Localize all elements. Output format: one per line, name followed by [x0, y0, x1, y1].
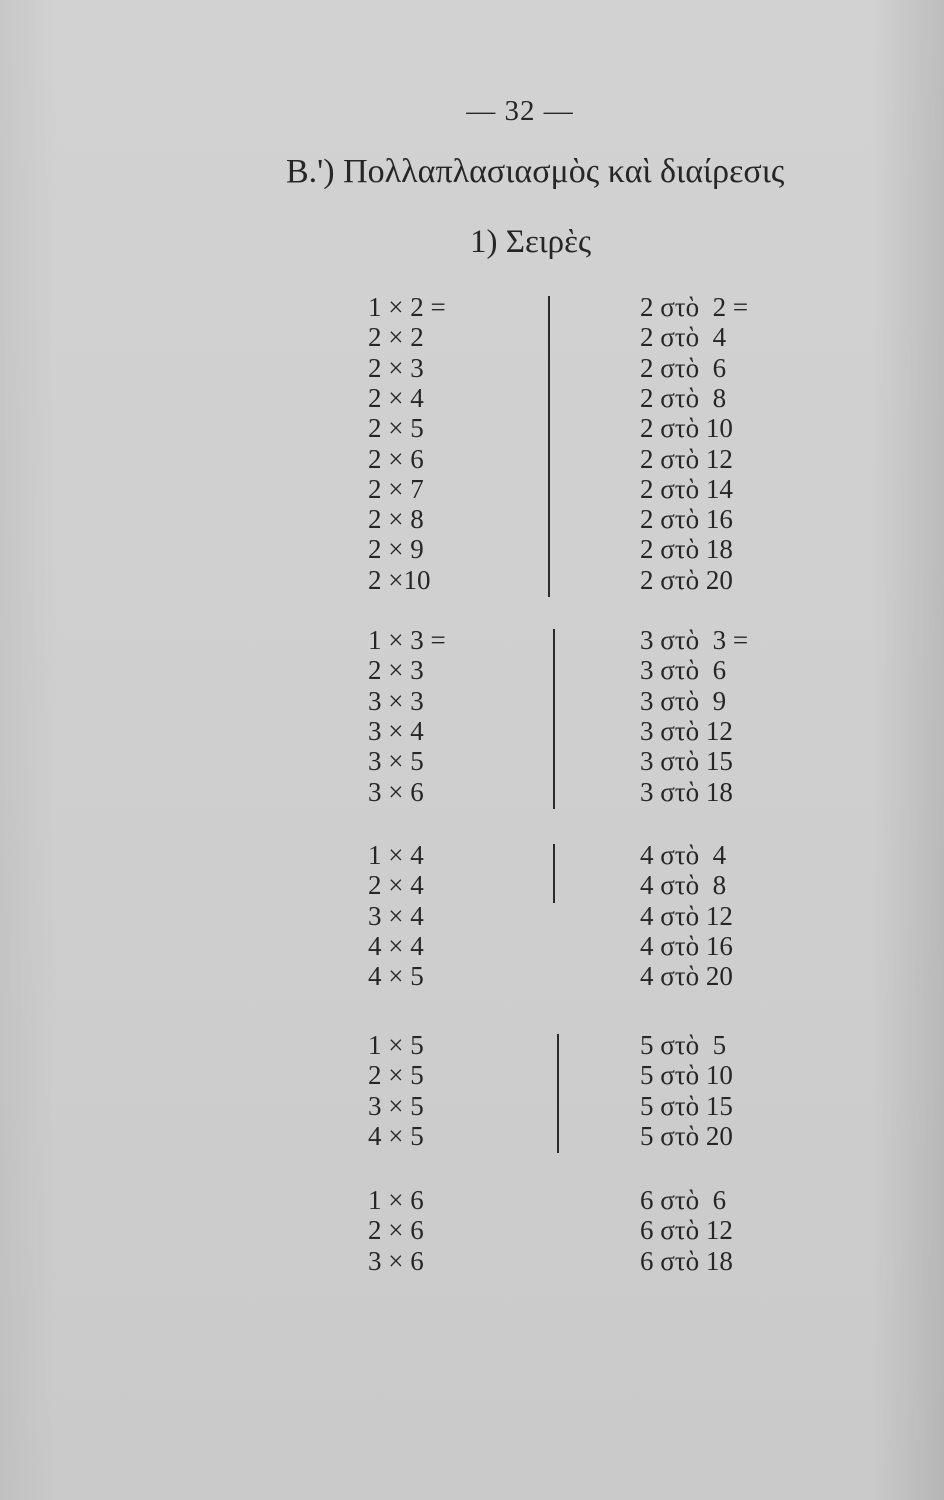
multiplication-entry: 1 × 4	[368, 840, 424, 870]
column-divider	[553, 844, 555, 903]
section-heading: Β.') Πολλαπλασιασμὸς καὶ διαίρεσις	[286, 153, 785, 190]
division-entry: 6 στὸ 6	[640, 1185, 727, 1215]
multiplication-entry: 3 × 4	[368, 900, 424, 931]
column-divider	[548, 296, 550, 597]
multiplication-entry: 2 × 4	[368, 870, 424, 901]
division-entry: 2 στὸ 8	[640, 382, 727, 413]
multiplication-entry: 2 × 2	[368, 322, 424, 353]
division-entry: 6 στὸ 18	[640, 1245, 733, 1276]
division-entry: 3 στὸ 3 =	[640, 625, 749, 655]
multiplication-entry: 1 × 3 =	[368, 625, 446, 655]
division-entry: 2 στὸ 2 =	[640, 292, 749, 322]
division-entry: 5 στὸ 10	[640, 1060, 733, 1091]
division-entry: 4 στὸ 12	[640, 900, 733, 931]
division-entry: 4 στὸ 4	[640, 840, 727, 870]
division-entry: 2 στὸ 12	[640, 443, 733, 474]
division-entry: 3 στὸ 12	[640, 715, 733, 746]
multiplication-entry: 2 × 8	[368, 504, 424, 535]
division-entry: 2 στὸ 6	[640, 352, 727, 383]
multiplication-entry: 2 × 7	[368, 473, 424, 504]
division-entry: 2 στὸ 4	[640, 322, 727, 353]
multiplication-entry: 2 × 5	[368, 1060, 424, 1091]
multiplication-entry: 3 × 4	[368, 715, 424, 746]
multiplication-entry: 1 × 6	[368, 1185, 424, 1215]
division-entry: 5 στὸ 15	[640, 1090, 733, 1121]
multiplication-entry: 2 × 3	[368, 655, 424, 686]
multiplication-entry: 1 × 5	[368, 1030, 424, 1060]
column-divider	[557, 1034, 559, 1153]
division-entry: 2 στὸ 18	[640, 534, 733, 565]
multiplication-entry: 2 × 6	[368, 1215, 424, 1246]
division-entry: 5 στὸ 5	[640, 1030, 727, 1060]
division-entry: 3 στὸ 15	[640, 746, 733, 777]
division-entry: 3 στὸ 9	[640, 685, 727, 716]
multiplication-entry: 2 × 6	[368, 443, 424, 474]
division-entry: 3 στὸ 6	[640, 655, 727, 686]
multiplication-entry: 4 × 5	[368, 1120, 424, 1151]
multiplication-entry: 3 × 6	[368, 1245, 424, 1276]
division-entry: 5 στὸ 20	[640, 1120, 733, 1151]
division-entry: 4 στὸ 8	[640, 870, 727, 901]
multiplication-entry: 4 × 4	[368, 930, 424, 961]
division-entry: 2 στὸ 10	[640, 413, 733, 444]
multiplication-entry: 2 × 3	[368, 352, 424, 383]
multiplication-entry: 3 × 5	[368, 1090, 424, 1121]
multiplication-entry: 3 × 6	[368, 776, 424, 807]
division-entry: 4 στὸ 20	[640, 961, 733, 992]
multiplication-entry: 2 × 4	[368, 382, 424, 413]
column-divider	[553, 629, 555, 809]
division-entry: 4 στὸ 16	[640, 930, 733, 961]
subsection-heading: 1) Σειρὲς	[470, 224, 592, 260]
division-entry: 3 στὸ 18	[640, 776, 733, 807]
multiplication-entry: 2 ×10	[368, 564, 431, 595]
multiplication-entry: 3 × 5	[368, 746, 424, 777]
division-entry: 2 στὸ 16	[640, 504, 733, 535]
division-entry: 2 στὸ 20	[640, 564, 733, 595]
page-number: — 32 —	[466, 95, 574, 127]
multiplication-entry: 4 × 5	[368, 961, 424, 992]
multiplication-entry: 1 × 2 =	[368, 292, 446, 322]
division-entry: 6 στὸ 12	[640, 1215, 733, 1246]
division-entry: 2 στὸ 14	[640, 473, 733, 504]
multiplication-entry: 2 × 5	[368, 413, 424, 444]
multiplication-entry: 3 × 3	[368, 685, 424, 716]
multiplication-entry: 2 × 9	[368, 534, 424, 565]
